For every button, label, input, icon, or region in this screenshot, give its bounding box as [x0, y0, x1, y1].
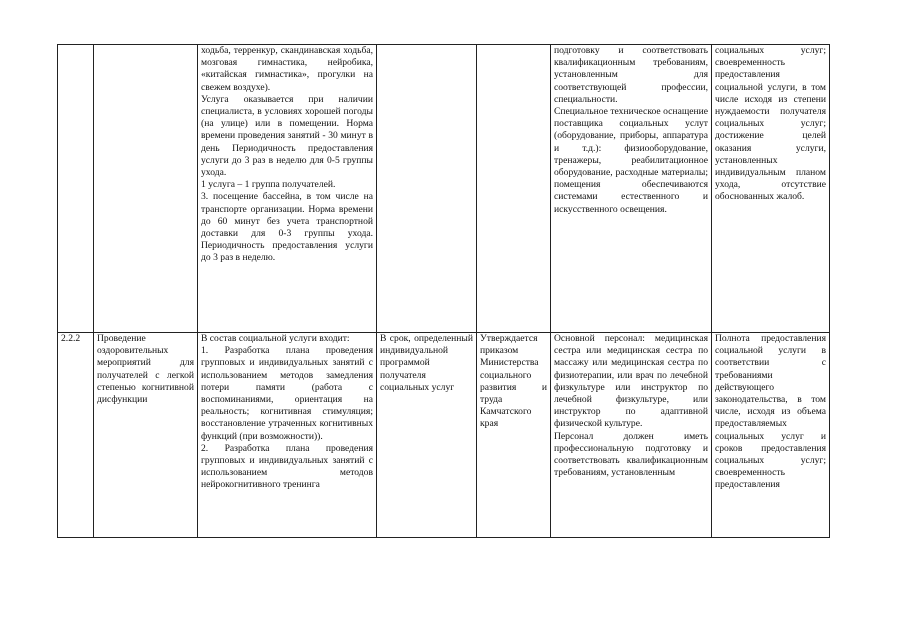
cell-service-name: [94, 45, 198, 333]
cell-norm: Утверждается приказом Министерства социального развития и труда Камчатского края: [477, 333, 551, 538]
cell-service-content: [198, 45, 377, 333]
cell-term: В срок, определенный индивидуальной программой получателя социальных услуг: [377, 333, 477, 538]
content-paragraph: ходьба, терренкур, скандинавская ходьба, мозговая гимнастика, нейробика, «китайская гимнастика», прогулки на свежем воздухе).: [201, 45, 373, 93]
conditions-paragraph: Основной персонал: медицинская сестра или медицинская сестра по массажу или медицинская сестра по физиотерапии, или врач по лечебной физкультуре или инструктор по лечебной физкультуре, или инструктор по адаптивной физической культуре.: [554, 333, 708, 430]
cell-number: [58, 45, 94, 333]
cell-conditions: [551, 45, 712, 333]
cell-service-name: Проведение оздоровительных мероприятий для получателей с легкой степенью когнитивной дисфункции: [94, 333, 198, 538]
content-paragraph: 2. Разработка плана проведения групповых и индивидуальных занятий с использованием методов нейрокогнитивного тренинга: [201, 442, 373, 491]
conditions-paragraph: подготовку и соответствовать квалификационным требованиям, установленным для соответствующей профессии, специальности.: [554, 45, 708, 105]
cell-conditions: [551, 333, 712, 538]
cell-quality: [712, 45, 830, 333]
cell-quality: [712, 333, 830, 538]
conditions-paragraph: Специальное техническое оснащение поставщика социальных услут (оборудование, приборы, аппаратура и т.д.): физиооборудование, тренажеры, реабилитационное оборудование, расходные материалы; помещения обеспечиваются системами естественного и искусственного освещения.: [554, 106, 708, 215]
content-paragraph: В состав социальной услуги входит:: [201, 333, 350, 344]
cell-number: 2.2.2: [58, 333, 94, 538]
cell-norm: [477, 45, 551, 333]
cell-term: [377, 45, 477, 333]
quality-paragraph: социальных услуг; своевременность предоставления социальной услуги, в том числе исходя из степени нуждаемости получателя социальных услуг; достижение целей оказания услуги, установленных индивидуальным планом ухода, отсутствие обоснованных жалоб.: [715, 45, 826, 203]
content-paragraph: 1. Разработка плана проведения групповых и индивидуальных занятий с использованием методов замедления потери памяти (работа с воспоминаниями, ориентация на реальность; когнитивная стимуляция; восстановление утраченных когнитивных функций (при возможности)).: [201, 345, 373, 442]
quality-paragraph: Полнота предоставления социальной услуги в соответствии с требованиями действующего законодательства, в том числе, исходя из объема предоставляемых социальных услуг и сроков предоставления социальных услуг; своевременность предоставления: [715, 333, 826, 491]
cell-service-content: [198, 333, 377, 538]
conditions-paragraph: Персонал должен иметь профессиональную подготовку и соответствовать квалификационным требованиям, установленным: [554, 430, 708, 479]
table-row: [58, 45, 830, 333]
content-paragraph: Услуга оказывается при наличии специалиста, в условиях хорошей погоды (на улице) или в помещении. Норма времени проведения занятий - 30 минут в день Периодичность предоставления услуги до 3 раз в неделю для 0-5 группы ухода.: [201, 93, 373, 179]
services-table: [57, 44, 830, 538]
table-row: [58, 333, 830, 538]
content-paragraph: 3. посещение бассейна, в том числе на транспорте организации. Норма времени до 60 минут без учета транспортной доставки для 0-3 группы ухода. Периодичность предоставления услуги до 3 раз в неделю.: [201, 191, 373, 264]
content-paragraph: 1 услуга – 1 группа получателей.: [201, 179, 336, 191]
